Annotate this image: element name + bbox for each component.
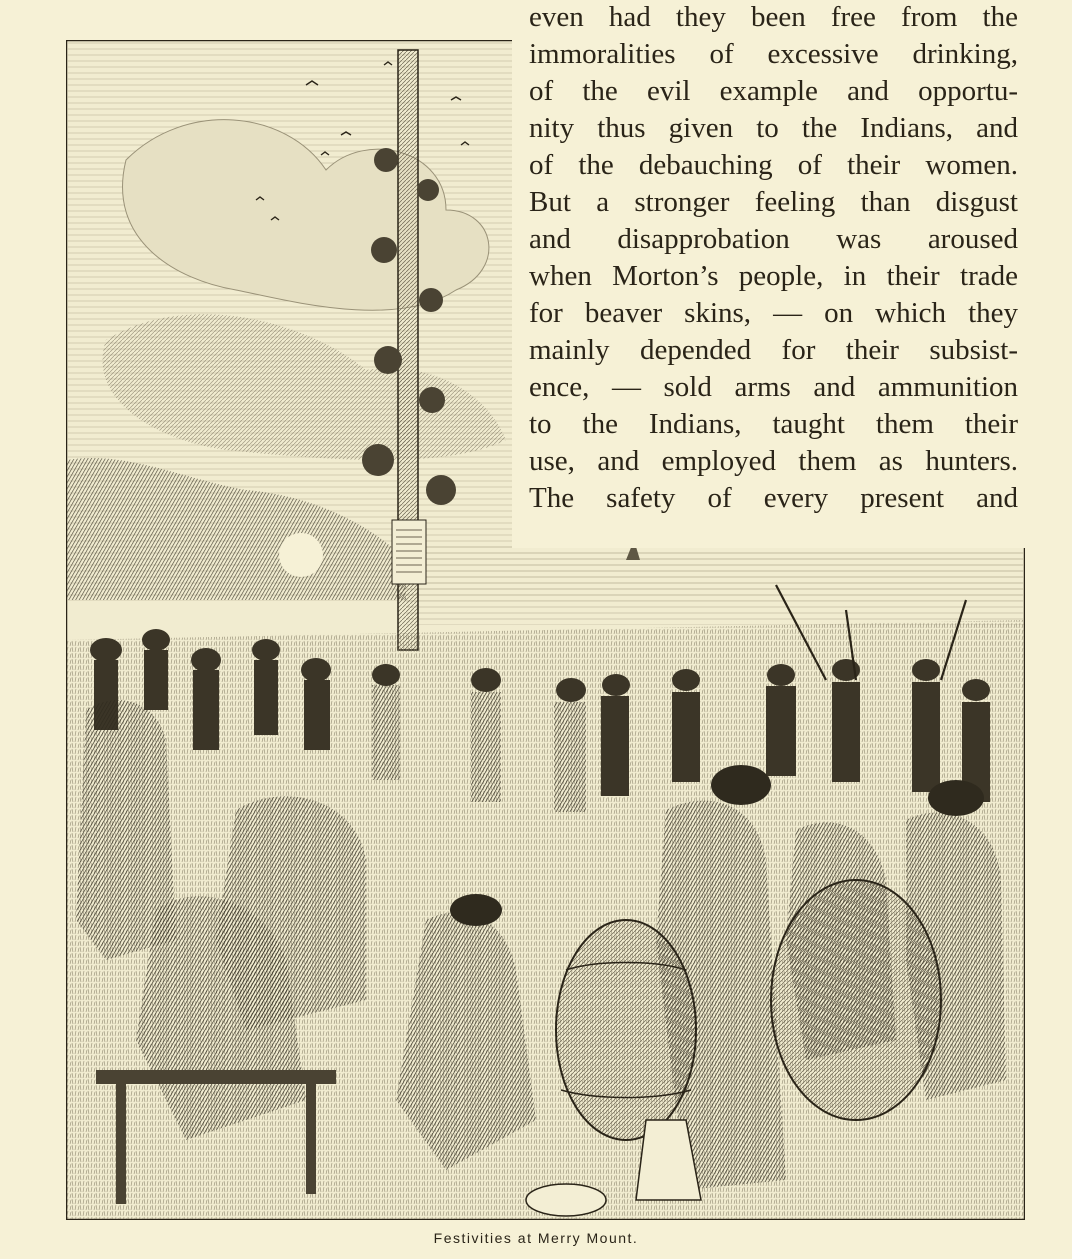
text-line-7: and disapprobation was aroused [529, 223, 1018, 255]
text-line-10: mainly depended for their subsist- [529, 334, 1018, 366]
text-line-5: of the debauching of their women. [529, 149, 1018, 181]
text-line-11: ence, — sold arms and ammunition [529, 371, 1018, 403]
figure-caption: Festivities at Merry Mount. [433, 1230, 639, 1246]
text-line-13: use, and employed them as hunters. [529, 445, 1018, 477]
text-line-6: But a stronger feeling than disgust [529, 186, 1018, 218]
text-line-1: even had they been free from the [529, 1, 1018, 33]
body-text-block [512, 0, 1037, 548]
text-line-14: The safety of every present and [529, 482, 1018, 514]
text-line-2: immoralities of excessive drinking, [529, 38, 1018, 70]
text-line-12: to the Indians, taught them their [529, 408, 1018, 440]
text-line-9: for beaver skins, — on which they [529, 297, 1018, 329]
text-line-4: nity thus given to the Indians, and [529, 112, 1018, 144]
text-line-8: when Morton’s people, in their trade [529, 260, 1018, 292]
text-line-3: of the evil example and opportu- [529, 75, 1018, 107]
